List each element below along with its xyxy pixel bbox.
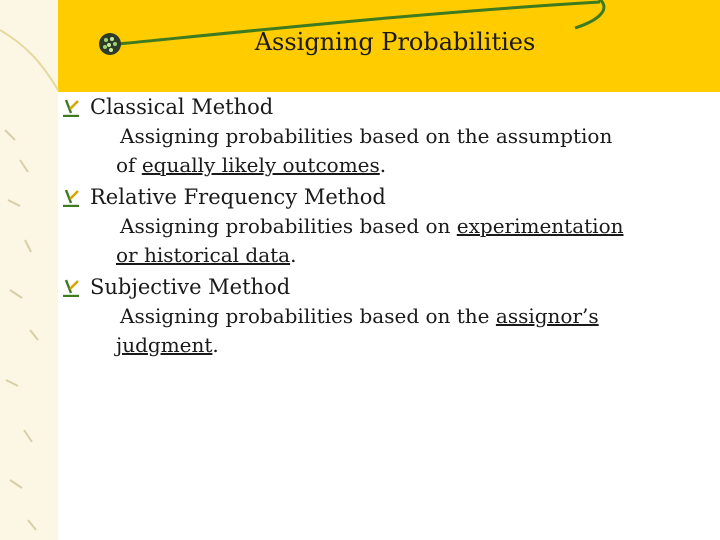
desc-line [116, 331, 660, 360]
heading-text: Relative Frequency Method [90, 185, 386, 209]
emphasis-text: judgment [116, 333, 213, 357]
bullet-heading [62, 92, 702, 122]
list-item [62, 272, 702, 360]
bullet-icon [62, 279, 80, 297]
emphasis-text: equally likely outcomes [141, 153, 380, 177]
bullet-icon [62, 99, 80, 117]
desc-line [116, 151, 660, 180]
slide-title: Assigning Probabilities [254, 28, 536, 56]
desc-text: Assigning probabilities based on [120, 214, 457, 238]
heading-text: Classical Method [90, 95, 274, 119]
desc-text: Assigning probabilities based on the [120, 304, 496, 328]
bullet-description [62, 122, 660, 180]
desc-line: Assigning probabilities based on the assumption [120, 124, 613, 148]
desc-line [116, 241, 660, 270]
desc-text: . [290, 243, 297, 267]
list-item [62, 92, 702, 180]
logo-icon [97, 31, 123, 57]
emphasis-text: assignor’s [495, 304, 599, 328]
heading-text: Subjective Method [90, 275, 291, 299]
bullet-description [62, 212, 660, 270]
bullet-heading [62, 182, 702, 212]
desc-text: . [212, 333, 219, 357]
desc-line [120, 214, 624, 238]
desc-text: . [379, 153, 387, 177]
emphasis-text: experimentation [456, 214, 624, 238]
desc-line [120, 304, 599, 328]
bullet-description [62, 302, 660, 360]
emphasis-text: or historical data [116, 243, 291, 267]
bullet-heading [62, 272, 702, 302]
bullet-list [62, 90, 702, 360]
bullet-icon [62, 189, 80, 207]
list-item [62, 182, 702, 270]
desc-text: of [116, 153, 142, 177]
